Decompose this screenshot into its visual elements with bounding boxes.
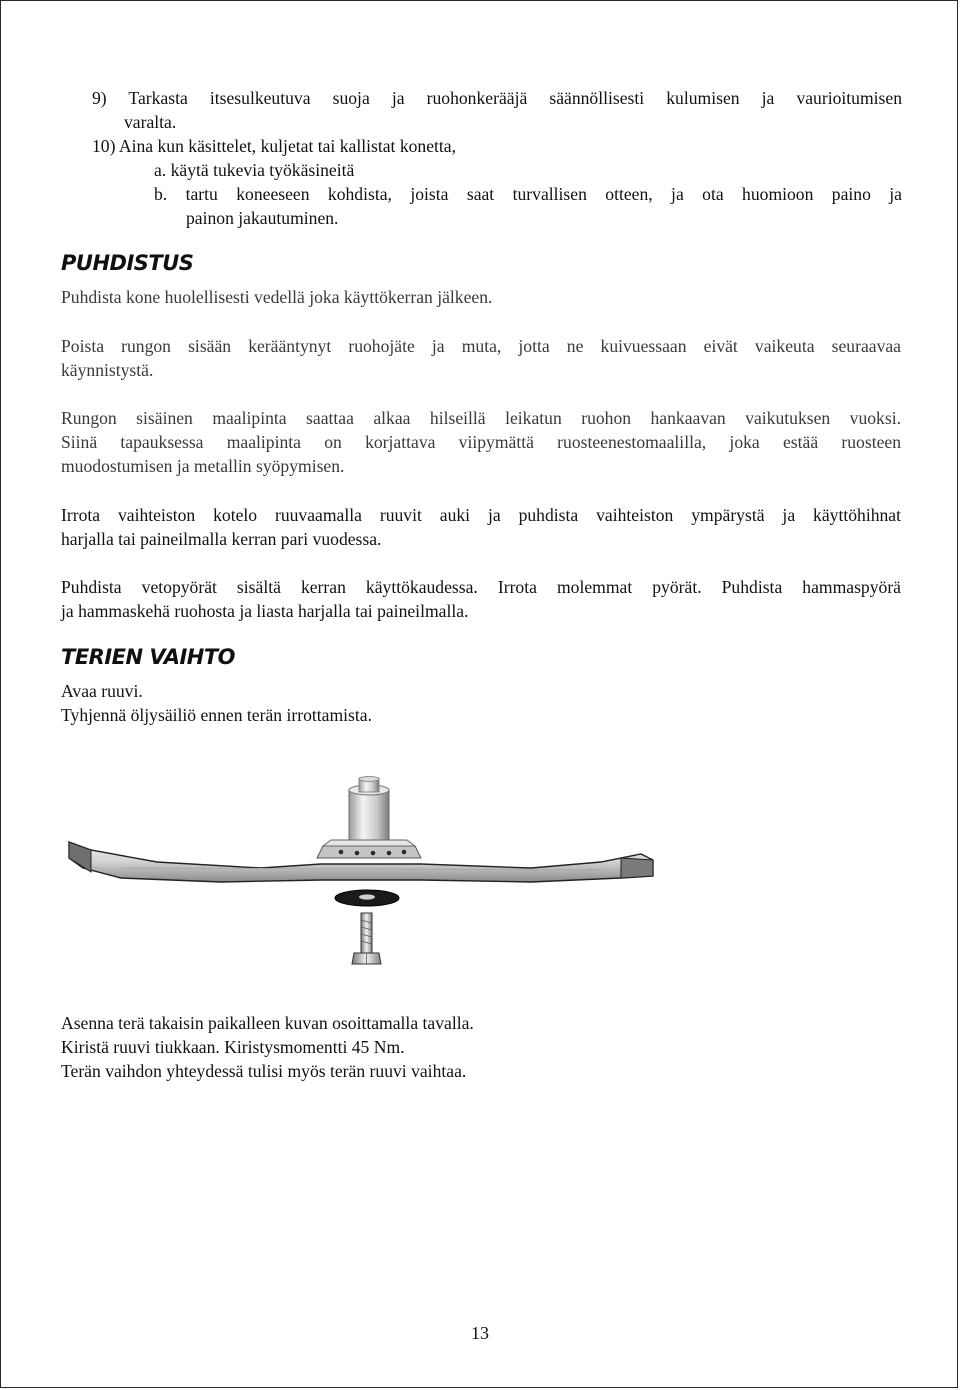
- paragraph-cleaning-3-line2: Siinä tapauksessa maalipinta on korjattava viipymättä ruosteenestomaalilla, joka estää ruosteen: [61, 432, 901, 452]
- paragraph-cleaning-5-line1: Puhdista vetopyörät sisältä kerran käyttökaudessa. Irrota molemmat pyörät. Puhdista hammaspyörä: [61, 577, 901, 597]
- section-heading-puhdistus: PUHDISTUS: [61, 251, 194, 275]
- page-number: 13: [471, 1323, 489, 1343]
- list-item-9-line2: varalta.: [124, 112, 177, 132]
- paragraph-cleaning-5-line2: ja hammaskehä ruohosta ja liasta harjalla tai paineilmalla.: [61, 601, 469, 621]
- paragraph-cleaning-3-line1: Rungon sisäinen maalipinta saattaa alkaa hilseillä leikatun ruohon hankaavan vaikutuksen vuoksi.: [61, 408, 901, 428]
- list-item-10b-line1: b. tartu koneeseen kohdista, joista saat turvallisen otteen, ja ota huomioon paino ja: [154, 184, 902, 204]
- list-item-10: 10) Aina kun käsittelet, kuljetat tai kallistat konetta,: [92, 136, 457, 156]
- paragraph-cleaning-4-line2: harjalla tai paineilmalla kerran pari vuodessa.: [61, 529, 382, 549]
- instruction-tighten-screw: Kiristä ruuvi tiukkaan. Kiristysmomentti 45 Nm.: [61, 1037, 405, 1057]
- instruction-reinstall-blade: Asenna terä takaisin paikalleen kuvan osoittamalla tavalla.: [61, 1013, 474, 1033]
- paragraph-cleaning-1: Puhdista kone huolellisesti vedellä joka käyttökerran jälkeen.: [61, 287, 493, 307]
- paragraph-cleaning-3-line3: muodostumisen ja metallin syöpymisen.: [61, 456, 345, 476]
- paragraph-cleaning-4-line1: Irrota vaihteiston kotelo ruuvaamalla ruuvit auki ja puhdista vaihteiston ympärystä ja käyttöhihnat: [61, 505, 901, 525]
- blade-washer: [335, 890, 399, 906]
- section-heading-terien-vaihto: TERIEN VAIHTO: [61, 645, 236, 669]
- instruction-replace-screw: Terän vaihdon yhteydessä tulisi myös terän ruuvi vaihtaa.: [61, 1061, 467, 1081]
- blade-assembly-figure: [61, 776, 661, 976]
- instruction-empty-oil-tank: Tyhjennä öljysäiliö ennen terän irrottamista.: [61, 705, 372, 725]
- list-item-10b-line2: painon jakautuminen.: [186, 208, 339, 228]
- paragraph-cleaning-2-line1: Poista rungon sisään kerääntynyt ruohojäte ja muta, jotta ne kuivuessaan eivät vaikeuta seuraavaa: [61, 336, 901, 356]
- blade-bolt: [352, 913, 381, 964]
- spindle-housing: [317, 777, 421, 859]
- list-item-10a: a. käytä tukevia työkäsineitä: [154, 160, 355, 180]
- instruction-open-screw: Avaa ruuvi.: [61, 681, 143, 701]
- list-item-9-line1: 9) Tarkasta itsesulkeutuva suoja ja ruohonkerääjä säännöllisesti kulumisen ja vaurioitumisen: [92, 88, 902, 108]
- paragraph-cleaning-2-line2: käynnistystä.: [61, 360, 154, 380]
